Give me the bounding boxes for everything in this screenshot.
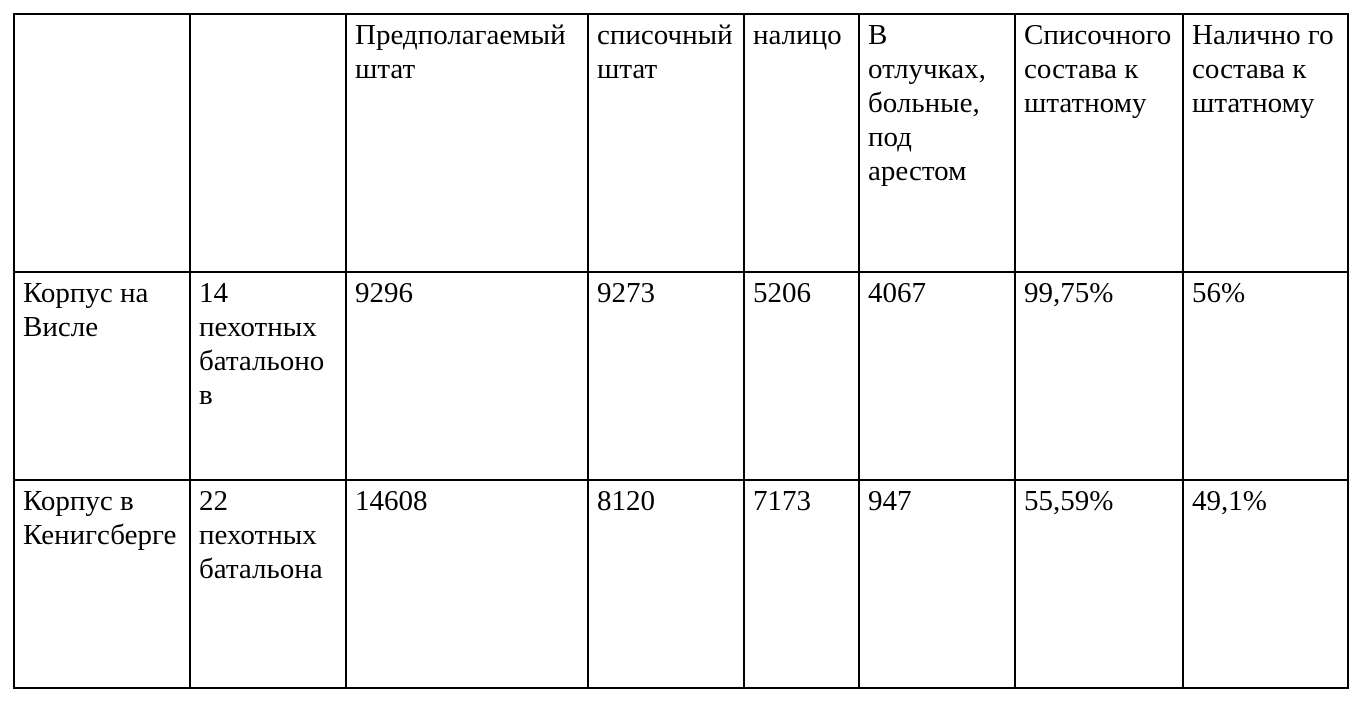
header-cell-listed-pct: [1015, 14, 1183, 272]
cell-listed: 9273: [588, 272, 744, 480]
table-row: [14, 272, 1348, 480]
header-cell-absent: [859, 14, 1015, 272]
header-label-present: налицо: [753, 19, 842, 51]
header-cell-planned: [346, 14, 588, 272]
cell-unit: Корпус на Висле: [14, 272, 190, 480]
cell-present-pct: 49,1%: [1183, 480, 1348, 688]
header-label-listed: списочный штат: [597, 19, 740, 85]
table-header: [14, 14, 1348, 272]
table-body: [14, 272, 1348, 688]
cell-present: 7173: [744, 480, 859, 688]
cell-present-pct: 56%: [1183, 272, 1348, 480]
cell-listed: 8120: [588, 480, 744, 688]
cell-battalions: 22 пехотных батальона: [190, 480, 346, 688]
table-row: [14, 480, 1348, 688]
cell-absent: 947: [859, 480, 1015, 688]
header-label-absent: В отлучках, больные, под арестом: [868, 19, 994, 187]
header-label-planned: Предполагаемый штат: [355, 19, 573, 85]
cell-listed-pct: 99,75%: [1015, 272, 1183, 480]
cell-absent: 4067: [859, 272, 1015, 480]
header-label-present-pct: Налично го состава к штатному: [1192, 19, 1341, 119]
header-cell-present: [744, 14, 859, 272]
header-cell-listed: [588, 14, 744, 272]
header-cell-present-pct: [1183, 14, 1348, 272]
header-cell-battalions: [190, 14, 346, 272]
cell-planned: 14608: [346, 480, 588, 688]
header-cell-unit: [14, 14, 190, 272]
header-label-listed-pct: Списочного состава к штатному: [1024, 19, 1179, 119]
cell-listed-pct: 55,59%: [1015, 480, 1183, 688]
header-row: [14, 14, 1348, 272]
cell-planned: 9296: [346, 272, 588, 480]
cell-battalions: 14 пехотных батальонов: [190, 272, 346, 480]
cell-present: 5206: [744, 272, 859, 480]
cell-unit: Корпус в Кенигсберге: [14, 480, 190, 688]
statistics-table: [13, 13, 1349, 689]
